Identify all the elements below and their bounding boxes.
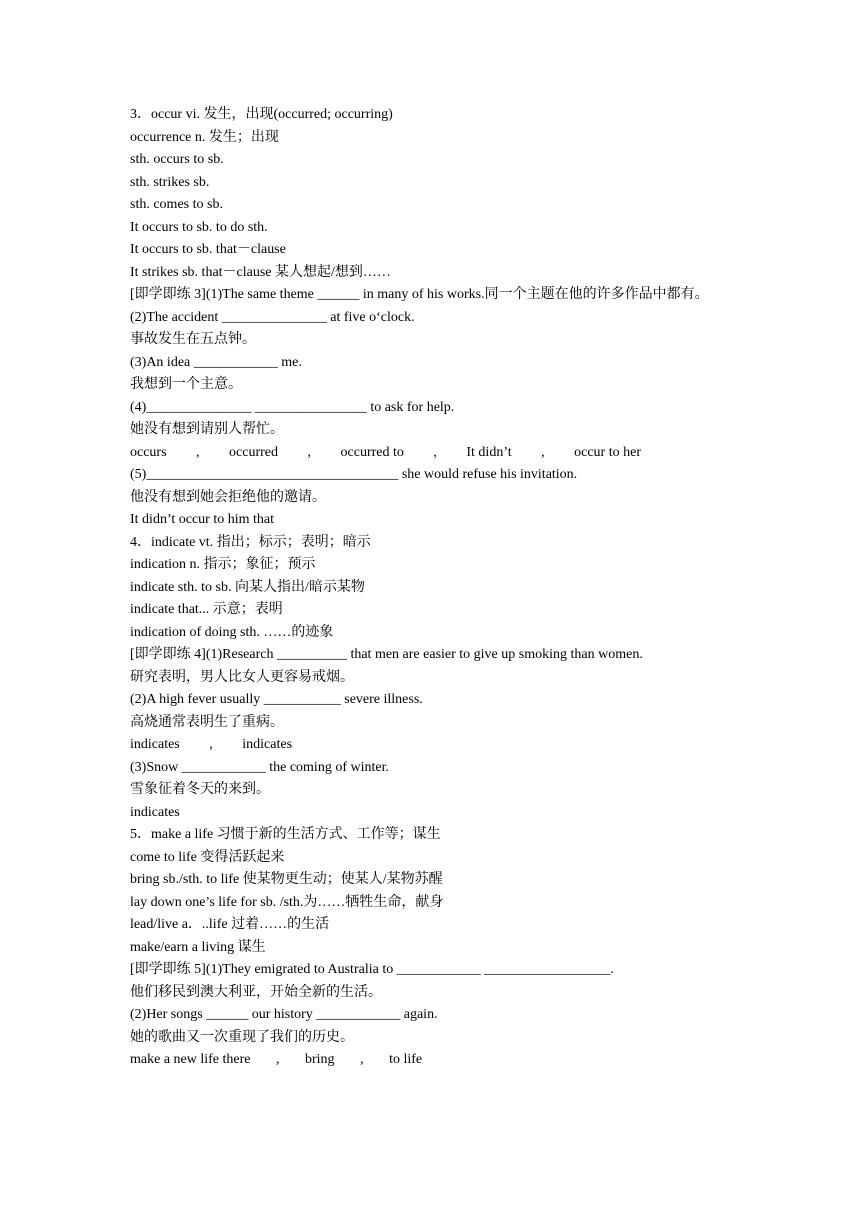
- answer: bring: [305, 1052, 335, 1067]
- document-page: [130, 104, 740, 1072]
- text-line: (2)The accident _______________ at five o‘clock.: [130, 309, 415, 325]
- text-line: sth. strikes sb.: [130, 174, 210, 190]
- text-line: indication of doing sth. ……的迹象: [130, 624, 334, 640]
- text-line: make/earn a living 谋生: [130, 939, 266, 955]
- answer: occurred: [229, 444, 279, 460]
- text-line: 我想到一个主意。: [130, 377, 242, 392]
- text-line: 事故发生在五点钟。: [130, 332, 256, 347]
- text-line: 他没有想到她会拒绝他的邀请。: [130, 489, 326, 505]
- answer: indicates: [130, 737, 180, 752]
- answer: make a new life there: [130, 1052, 251, 1067]
- text-line: 3．occur vi. 发生，出现(occurred; occurring): [130, 107, 393, 122]
- answer: to life: [389, 1052, 423, 1067]
- text-line: (5)____________________________________ she would refuse his invitation.: [130, 467, 578, 482]
- answers-row-5: [130, 1049, 740, 1072]
- answer: occur to her: [574, 444, 641, 460]
- answer: indicates: [242, 737, 293, 752]
- text-line: come to life 变得活跃起来: [130, 849, 285, 865]
- answer: occurs: [130, 444, 167, 460]
- text-line: It occurs to sb. that－clause: [130, 242, 286, 257]
- text-line: 她没有想到请别人帮忙。: [130, 422, 284, 437]
- text-line: indicate that... 示意；表明: [130, 602, 283, 617]
- text-line: (2)Her songs ______ our history ____________ again.: [130, 1007, 438, 1022]
- text-line: (3)An idea ____________ me.: [130, 354, 302, 370]
- text-line: sth. occurs to sb.: [130, 152, 224, 167]
- separator: ,: [209, 737, 213, 752]
- text-line: sth. comes to sb.: [130, 197, 223, 212]
- answers-row-3: [130, 442, 740, 465]
- text-line: (2)A high fever usually ___________ severe illness.: [130, 692, 423, 707]
- text-line: It strikes sb. that－clause 某人想起/想到……: [130, 264, 391, 280]
- text-line: 他们移民到澳大利亚，开始全新的生活。: [130, 984, 382, 1000]
- answer: It didn’t: [466, 444, 512, 460]
- separator: ,: [276, 1052, 280, 1067]
- text-line: (4)_______________ ________________ to ask for help.: [130, 399, 455, 415]
- text-line: It occurs to sb. to do sth.: [130, 219, 268, 235]
- text-line: bring sb./sth. to life 使某物更生动；使某人/某物苏醒: [130, 872, 443, 887]
- text-line: 4．indicate vt. 指出；标示；表明；暗示: [130, 534, 371, 550]
- separator: ,: [541, 444, 545, 460]
- text-line: [即学即练 4](1)Research __________ that men are easier to give up smoking than women.: [130, 647, 643, 662]
- separator: ,: [360, 1052, 364, 1067]
- exercise-3-1: [即学即练 3](1)The same theme ______ in many of his works.同一个主题在他的许多作品中都有。: [130, 287, 709, 302]
- separator: ,: [196, 444, 200, 460]
- text-line: lay down one’s life for sb. /sth.为……牺牲生命，献身: [130, 894, 444, 910]
- text-line: indicate sth. to sb. 向某人指出/暗示某物: [130, 579, 365, 595]
- text-line: (3)Snow ____________ the coming of winter.: [130, 759, 389, 775]
- text-line: lead/live a．..life 过着……的生活: [130, 917, 330, 932]
- separator: ,: [307, 444, 312, 460]
- text-line: [即学即练 5](1)They emigrated to Australia to ____________ __________________.: [130, 962, 614, 977]
- text-line: It didn’t occur to him that: [130, 512, 274, 527]
- text-line: 研究表明，男人比女人更容易戒烟。: [130, 669, 354, 685]
- text-line: occurrence n. 发生；出现: [130, 129, 279, 145]
- text-line: 雪象征着冬天的来到。: [130, 782, 270, 797]
- answers-row-4: [130, 734, 740, 757]
- text-line: 5．make a life 习惯于新的生活方式、工作等；谋生: [130, 827, 441, 842]
- answer: occurred to: [340, 444, 404, 460]
- text-line: 她的歌曲又一次重现了我们的历史。: [130, 1029, 354, 1045]
- text-line: indication n. 指示；象征；预示: [130, 557, 316, 572]
- separator: ,: [433, 444, 437, 460]
- text-line: indicates: [130, 804, 180, 820]
- text-line: 高烧通常表明生了重病。: [130, 714, 284, 730]
